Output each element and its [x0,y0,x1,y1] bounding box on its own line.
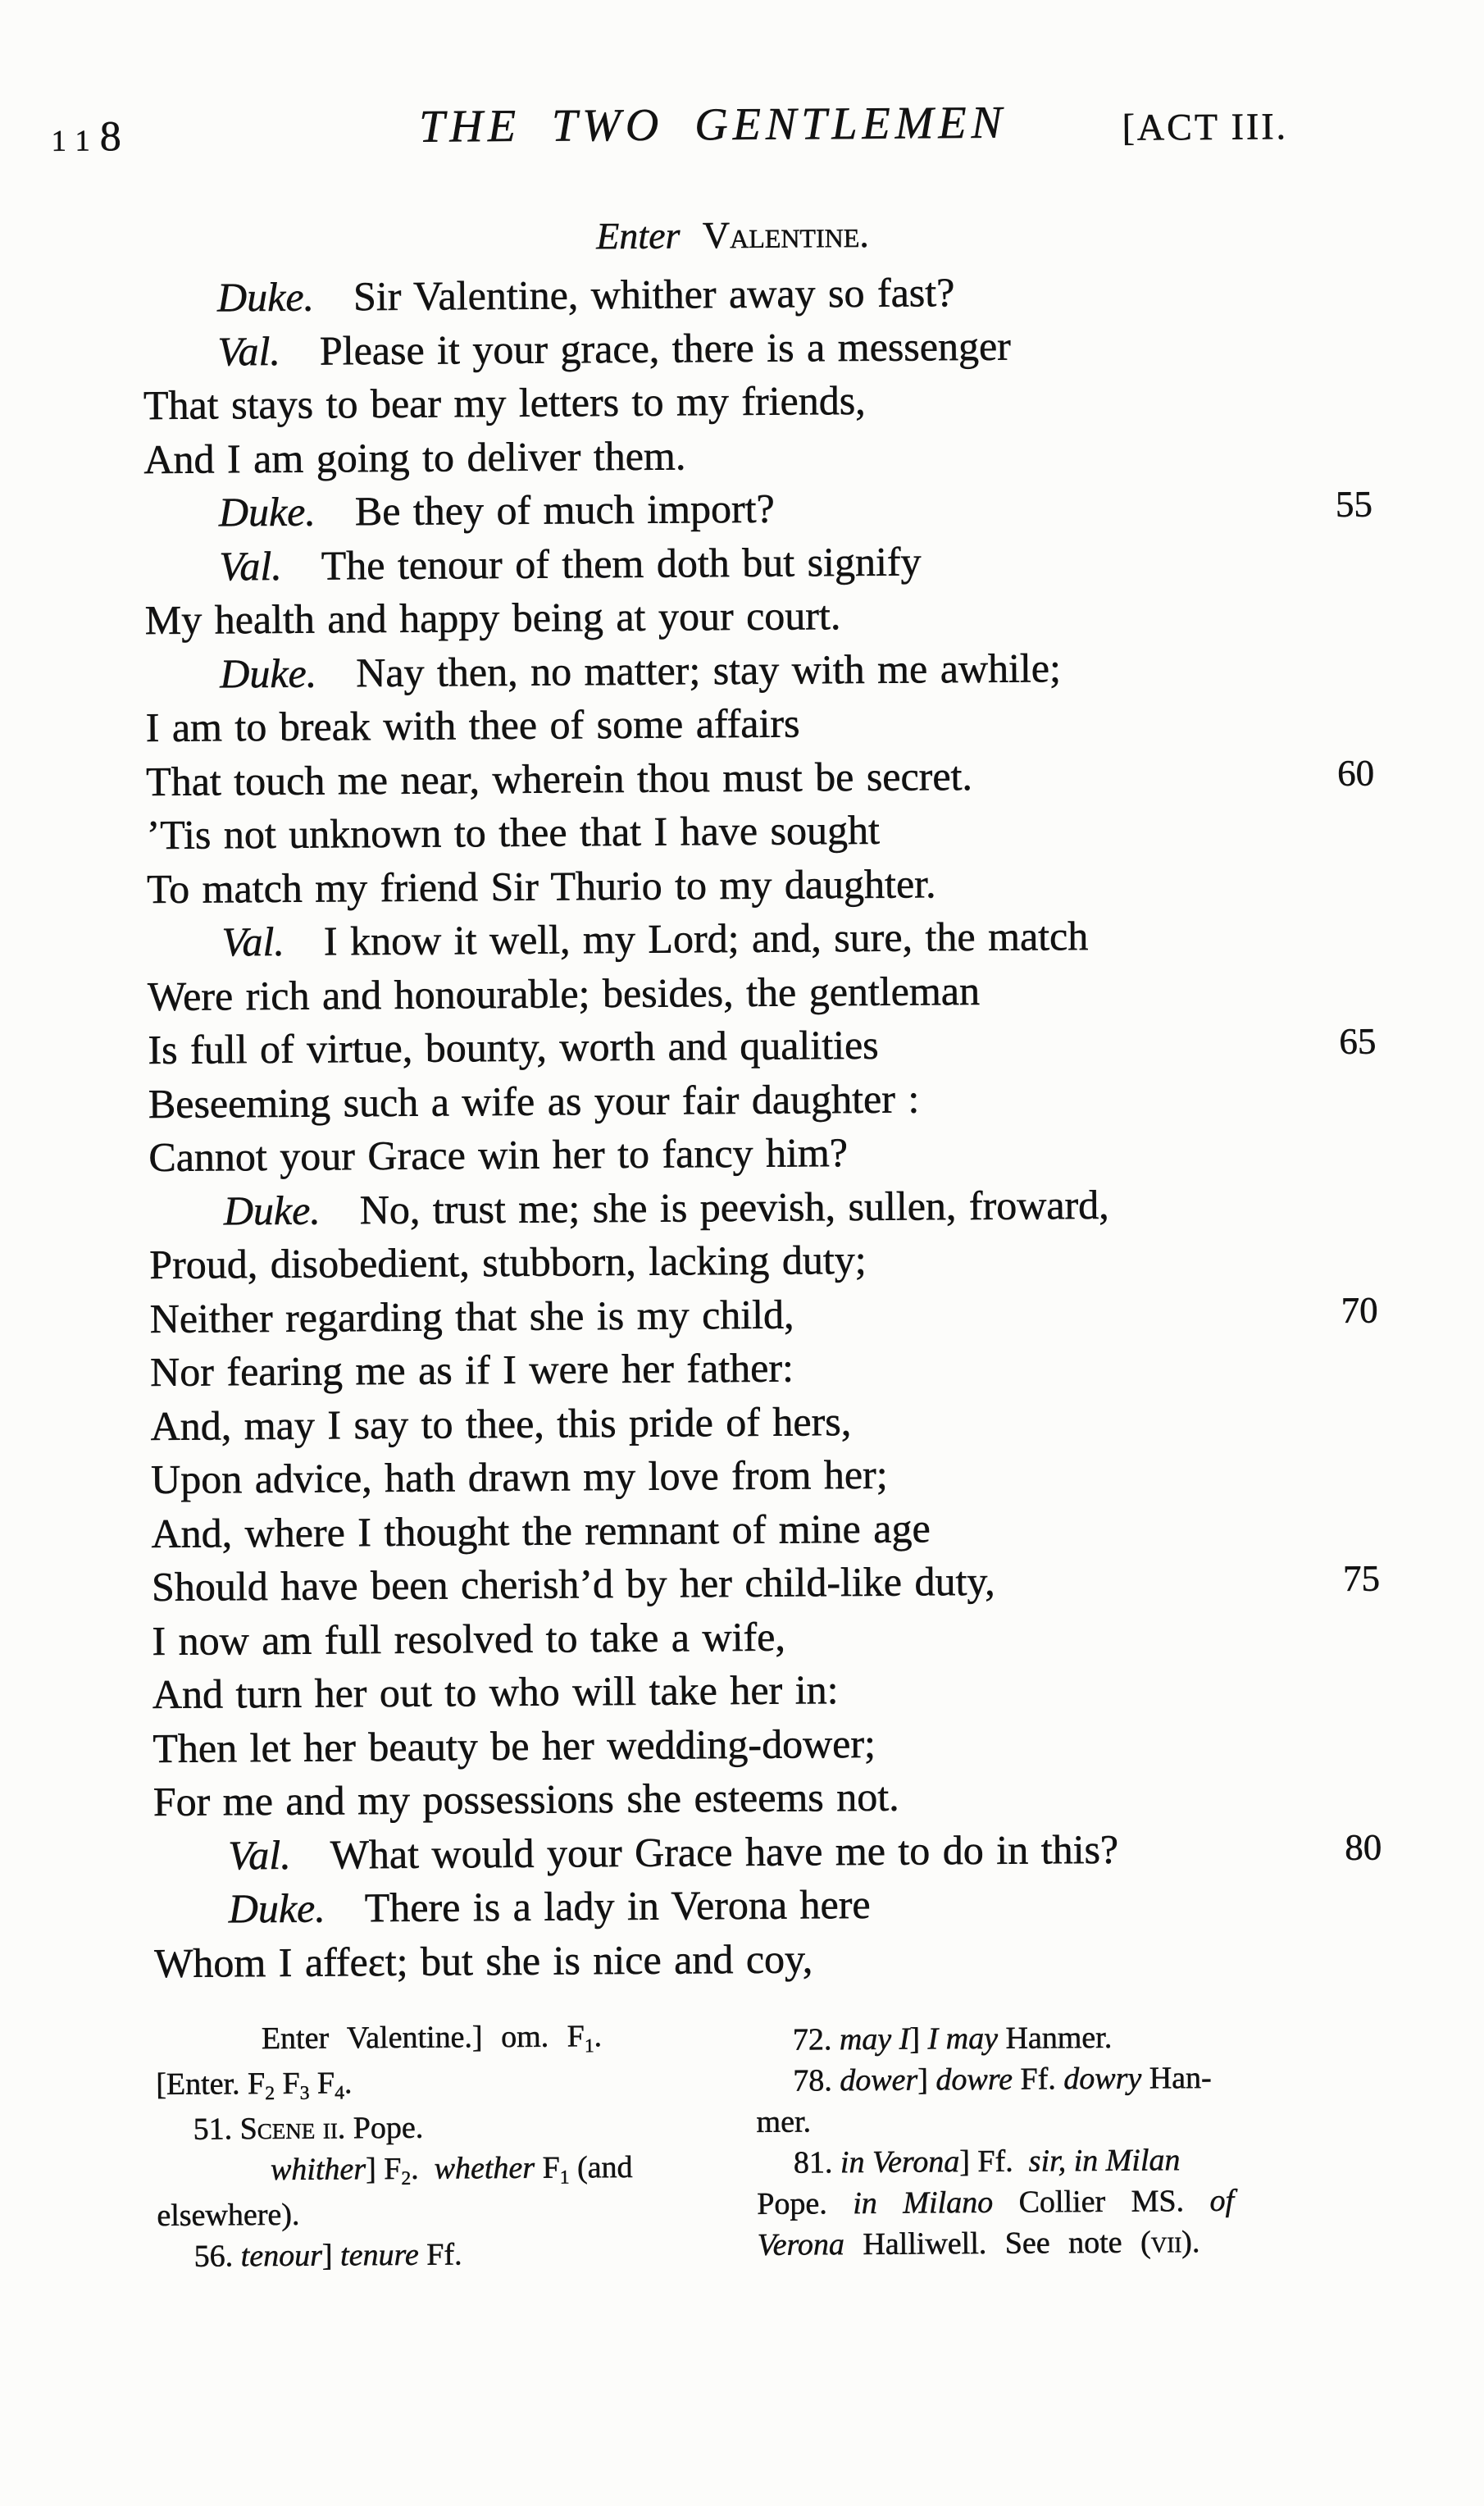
verse-line [151,1445,1379,1507]
verse-line [153,1767,1382,1829]
verse-text: Duke. Be they of much import? [218,485,775,535]
verse-block [143,263,1383,1990]
verse-text: Val. What would your Grace have me to do in this? [228,1825,1119,1878]
verse-text: Should have been cherish’d by her child-like duty, [151,1557,995,1611]
footnote-line: Enter Valentine.] om. F1. [261,2019,603,2057]
verse-text: Duke. Sir Valentine, whither away so fast? [216,269,955,321]
verse-line [149,1230,1377,1292]
verse-line [152,1552,1380,1615]
footnotes-left-column [156,2015,731,2277]
verse-text: That touch me near, wherein thou must be secret. [145,752,973,804]
verse-line [146,800,1374,863]
verse-line [149,1176,1377,1238]
verse-text: Cannot your Grace win her to fancy him? [148,1129,849,1181]
verse-line [150,1337,1378,1400]
line-number: 75 [1342,1557,1381,1599]
footnotes-right-column [756,2016,1340,2266]
line-number: 55 [1335,483,1373,525]
verse-text: That stays to bear my letters to my friends, [143,376,866,429]
verse-line [152,1713,1381,1775]
verse-text: Val. The tenour of them doth but signify [219,537,922,589]
footnote-line: elsewhere). [157,2197,300,2234]
verse-text: And, where I thought the remnant of mine age [151,1504,931,1556]
verse-text: Nor fearing me as if I were her father: [149,1344,794,1396]
line-number: 60 [1336,752,1375,794]
footnote-line: 56. tenour] tenure Ff. [193,2237,462,2274]
verse-text: Is full of virtue, bounty, worth and qualities [148,1021,879,1073]
line-number: 65 [1339,1020,1377,1062]
stage-direction: Enter Valentine. [596,212,869,257]
verse-line [145,639,1373,701]
verse-line [152,1660,1381,1722]
verse-text: Beseeming such a wife as your fair daughter : [148,1074,920,1127]
verse-line [143,371,1372,433]
verse-line [148,1015,1376,1078]
verse-text: I am to break with thee of some affairs [145,699,800,751]
act-label: [ACT III. [1122,105,1289,148]
verse-line [143,424,1372,486]
verse-line [144,531,1372,594]
verse-line [146,746,1374,809]
verse-line [154,1875,1382,1937]
verse-text: I now am full resolved to take a wife, [152,1613,786,1664]
verse-line [143,263,1371,326]
running-title: THE TWO GENTLEMEN [419,97,1008,153]
footnote-line: 72. may I] I may Hanmer. [792,2020,1113,2057]
verse-line [143,317,1371,379]
line-number: 70 [1341,1289,1378,1331]
verse-line [148,1123,1377,1185]
footnote-line: 51. Scene ii. Pope. [193,2110,424,2147]
footnote-line: 81. in Verona] Ff. sir, in Milan [793,2143,1181,2180]
verse-text: Upon advice, hath drawn my love from her; [150,1451,888,1503]
verse-text: For me and my possessions she esteems not. [152,1773,899,1825]
verse-line [150,1283,1378,1346]
verse-text: To match my friend Sir Thurio to my daughter. [146,859,936,912]
footnote-line: whither] F2. whether F1 (and [270,2149,633,2189]
verse-line [145,693,1373,755]
verse-text: Were rich and honourable; besides, the gentleman [147,967,981,1019]
verse-line [153,1820,1382,1883]
footnote-line: Verona Halliwell. See note (vii). [757,2225,1200,2262]
verse-text: And, may I say to thee, this pride of hers, [150,1397,852,1449]
verse-text: Val. Please it your grace, there is a messenger [217,322,1011,374]
verse-text: Then let her beauty be her wedding-dower; [152,1720,876,1771]
verse-line [148,961,1376,1023]
verse-text: Duke. There is a lady in Verona here [228,1880,871,1932]
verse-line [145,585,1373,648]
verse-line [151,1498,1379,1561]
verse-line [147,854,1375,916]
footnote-line: [Enter. F2 F3 F4. [156,2066,353,2104]
verse-text: Val. I know it well, my Lord; and, sure, the match [221,913,1089,965]
line-number: 80 [1345,1826,1382,1868]
verse-line [148,1068,1377,1131]
verse-line [154,1928,1382,1990]
verse-line [152,1606,1380,1668]
footnote-line: Pope. in Milano Collier MS. of [757,2183,1235,2221]
verse-text: Duke. No, trust me; she is peevish, sullen, froward, [223,1181,1109,1233]
verse-text: My health and happy being at your court. [144,592,841,644]
verse-line [150,1391,1378,1453]
page-number: 118 [51,113,129,161]
footnote-line: mer. [756,2104,812,2139]
verse-line [144,478,1372,540]
verse-text: Whom I affeɛt; but she is nice and coy, [154,1934,813,1986]
verse-text: And turn her out to who will take her in: [152,1666,839,1718]
verse-text: And I am going to deliver them. [143,431,686,482]
footnote-line: 78. dower] dowre Ff. dowry Han- [793,2061,1212,2098]
verse-text: ’Tis not unknown to thee that I have sought [146,806,881,859]
verse-text: Proud, disobedient, stubborn, lacking duty; [149,1236,867,1288]
verse-line [147,908,1375,970]
verse-text: Neither regarding that she is my child, [149,1291,794,1342]
verse-text: Duke. Nay then, no matter; stay with me awhile; [220,644,1062,696]
